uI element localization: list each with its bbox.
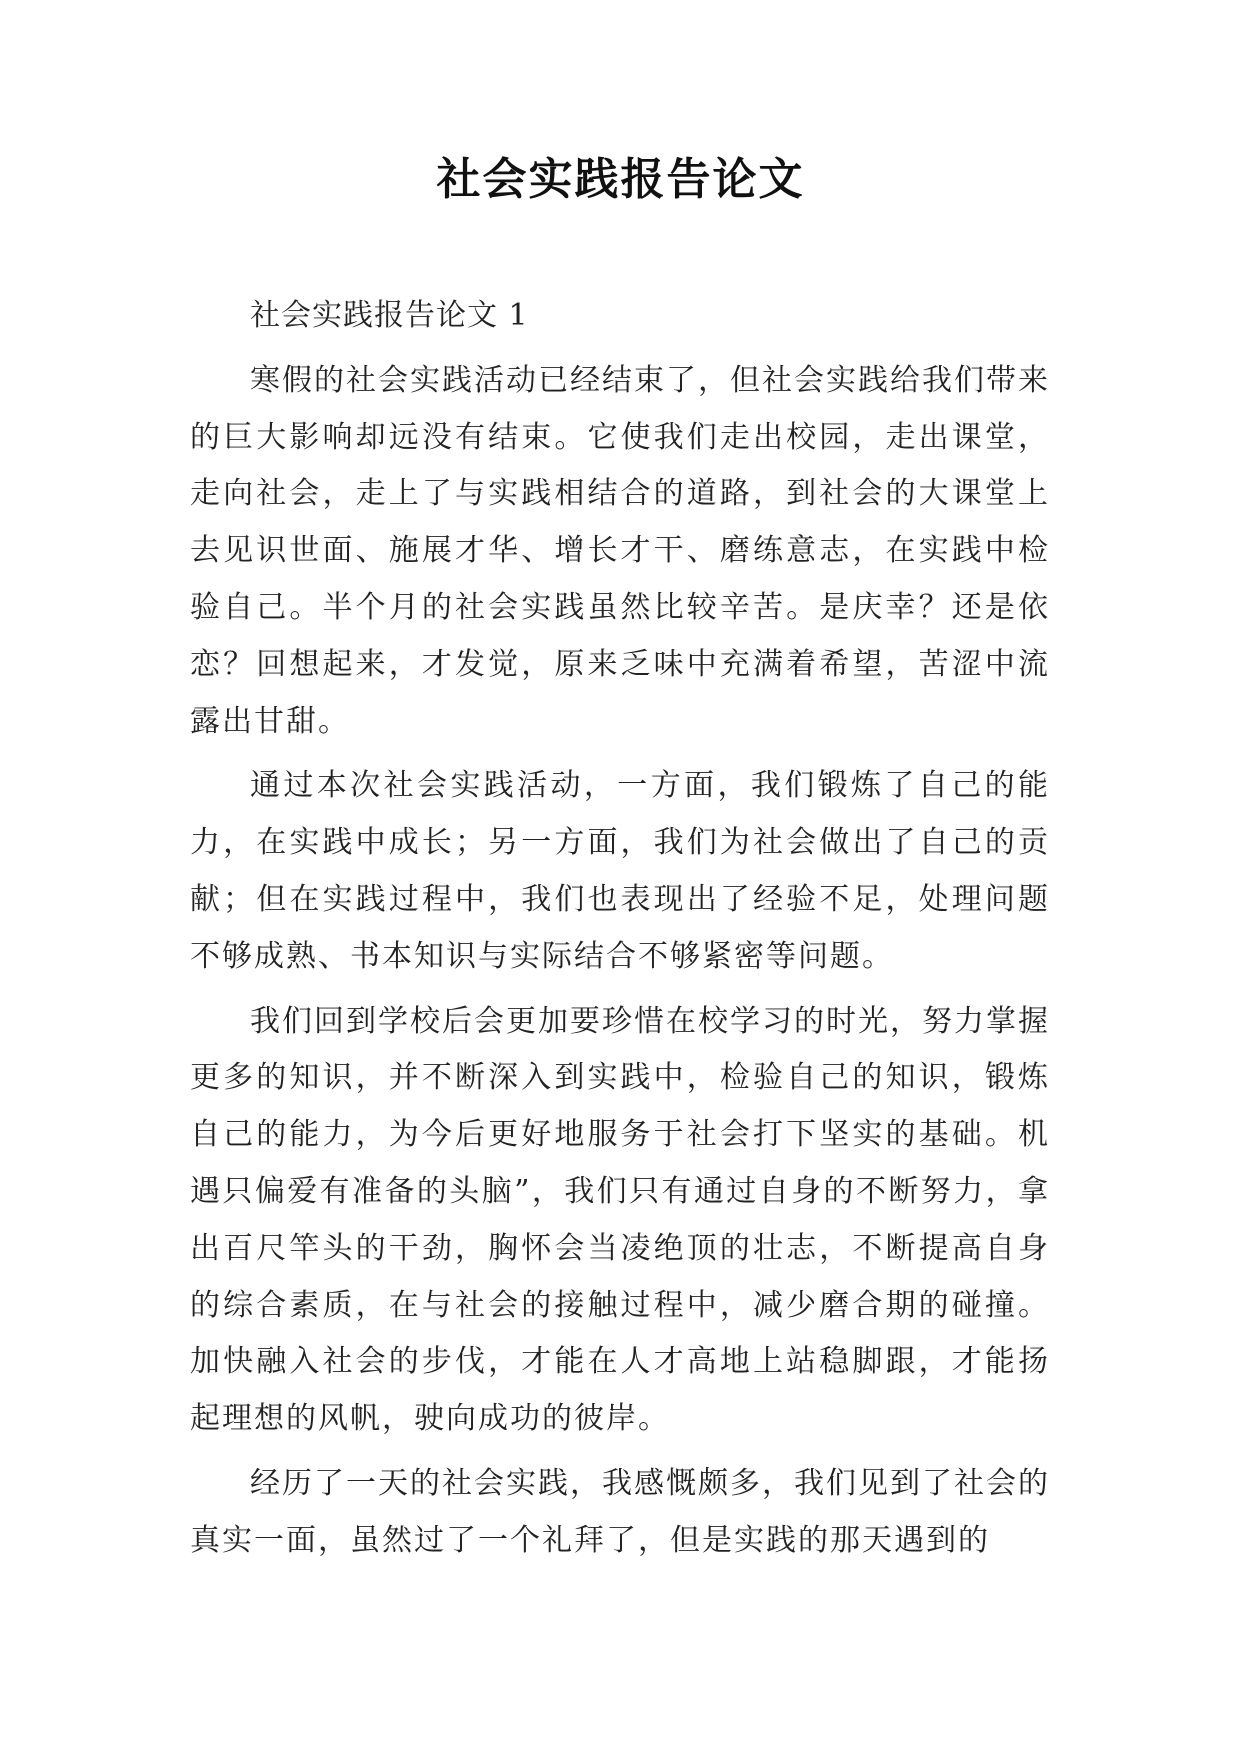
paragraph: 经历了一天的社会实践，我感慨颇多，我们见到了社会的真实一面，虽然过了一个礼拜了，但是实践的那天遇到的 — [190, 1465, 1050, 1558]
paragraph: 我们回到学校后会更加要珍惜在校学习的时光，努力掌握更多的知识，并不断深入到实践中，检验自己的知识，锻炼自己的能力，为今后更好地服务于社会打下坚实的基础。机遇只偏爱有准备的头脑”，我们只有通过自身的不断努力，拿出百尺竿头的干劲，胸怀会当凌绝顶的壮志，不断提高自身的综合素质，在与社会的接触过程中，减少磨合期的碰撞。加快融入社会的步伐，才能在人才高地上站稳脚跟，才能扬起理想的风帆，驶向成功的彼岸。 — [190, 1003, 1050, 1437]
paragraph: 寒假的社会实践活动已经结束了，但社会实践给我们带来的巨大影响却远没有结束。它使我们走出校园，走出课堂，走向社会，走上了与实践相结合的道路，到社会的大课堂上去见识世面、施展才华、增长才干、磨练意志，在实践中检验自己。半个月的社会实践虽然比较辛苦。是庆幸？还是依恋？回想起来，才发觉，原来乏味中充满着希望，苦涩中流露出甘甜。 — [190, 362, 1050, 739]
section-heading: 社会实践报告论文 1 — [250, 298, 529, 333]
document-title: 社会实践报告论文 — [436, 154, 805, 205]
paragraph: 通过本次社会实践活动，一方面，我们锻炼了自己的能力，在实践中成长；另一方面，我们为社会做出了自己的贡献；但在实践过程中，我们也表现出了经验不足，处理问题不够成熟、书本知识与实际结合不够紧密等问题。 — [190, 768, 1050, 974]
document-body — [190, 288, 1050, 1578]
